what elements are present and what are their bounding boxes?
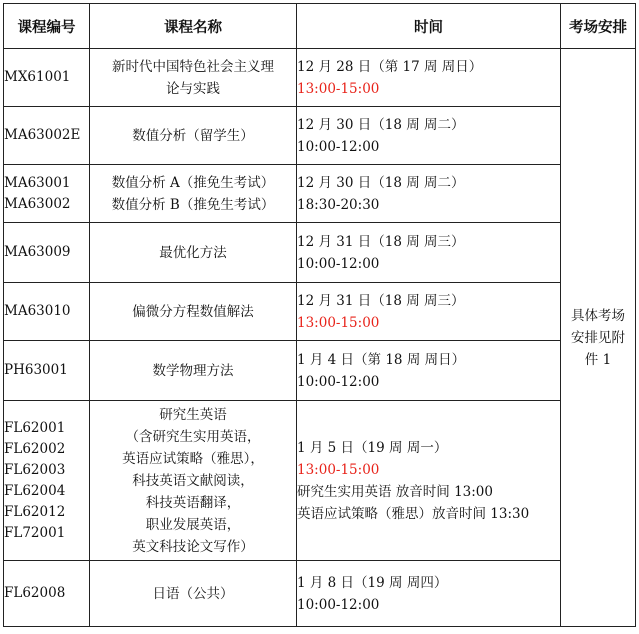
exam-arrangement-text: 具体考场 [571, 307, 625, 324]
exam-date: 1 月 5 日（19 周 周一） [297, 439, 448, 456]
course-code: FL62001 [4, 419, 66, 436]
course-name-cell [90, 107, 297, 165]
exam-time-cell [297, 107, 561, 165]
course-code-cell [4, 107, 90, 165]
exam-time: 18:30-20:30 [297, 196, 380, 213]
course-code-cell [4, 401, 90, 561]
exam-time-cell [297, 165, 561, 223]
exam-date: 12 月 30 日（18 周 周二） [297, 116, 465, 133]
exam-time: 13:00-15:00 [297, 461, 380, 478]
header-course-name: 课程名称 [90, 4, 297, 49]
course-name-cell [90, 401, 297, 561]
course-code: FL72001 [4, 524, 66, 541]
course-code-cell [4, 283, 90, 341]
course-name-cell [90, 561, 297, 627]
course-name: 英文科技论文写作） [132, 538, 254, 555]
course-name-cell [90, 283, 297, 341]
course-name: 数值分析 B（推免生考试） [111, 196, 275, 213]
course-name: （含研究生实用英语， [125, 428, 261, 445]
table-row [4, 107, 636, 165]
exam-time: 10:00-12:00 [297, 596, 380, 613]
audio-time-note: 英语应试策略（雅思）放音时间 13:30 [297, 505, 530, 522]
course-code: MA63002E [4, 127, 81, 143]
course-code-cell [4, 223, 90, 283]
course-name: 数学物理方法 [152, 362, 234, 379]
exam-date: 12 月 28 日（第 17 周 周日） [297, 58, 483, 75]
exam-time-cell [297, 223, 561, 283]
course-code: PH63001 [4, 362, 68, 378]
course-name: 日语（公共） [152, 585, 234, 602]
exam-schedule-table [3, 3, 636, 627]
course-code-cell [4, 561, 90, 627]
exam-date: 1 月 4 日（第 18 周 周日） [297, 351, 466, 368]
course-name: 新时代中国特色社会主义理 [112, 58, 274, 75]
header-time: 时间 [297, 4, 561, 49]
exam-time-cell [297, 283, 561, 341]
course-name: 科技英语翻译， [145, 494, 241, 511]
course-name: 数值分析 A（推免生考试） [111, 174, 275, 191]
course-code: MX61001 [4, 69, 71, 85]
header-course-code: 课程编号 [4, 4, 90, 49]
course-name: 英语应试策略（雅思）， [122, 450, 264, 467]
course-name-cell [90, 223, 297, 283]
exam-date: 1 月 8 日（19 周 周四） [297, 574, 448, 591]
exam-time: 10:00-12:00 [297, 373, 380, 390]
course-name: 数值分析（留学生） [132, 127, 254, 144]
course-code-cell [4, 341, 90, 401]
header-exam-arrangement: 考场安排 [561, 4, 636, 49]
exam-date: 12 月 31 日（18 周 周三） [297, 233, 465, 250]
course-code-cell [4, 49, 90, 107]
table-row [4, 341, 636, 401]
exam-time-cell [297, 341, 561, 401]
course-code: FL62012 [4, 503, 66, 520]
exam-time-cell [297, 401, 561, 561]
course-code-cell [4, 165, 90, 223]
course-code: MA63010 [4, 303, 71, 319]
table-row [4, 561, 636, 627]
course-name: 论与实践 [166, 80, 220, 97]
table-row [4, 165, 636, 223]
schedule-body [4, 49, 636, 627]
exam-time: 10:00-12:00 [297, 255, 380, 272]
exam-time-cell [297, 49, 561, 107]
course-name: 职业发展英语， [145, 516, 241, 533]
course-name: 最优化方法 [159, 244, 227, 261]
exam-arrangement-cell [561, 49, 636, 627]
course-code: FL62008 [4, 585, 66, 601]
audio-time-note: 研究生实用英语 放音时间 13:00 [297, 483, 493, 500]
course-code: MA63009 [4, 244, 71, 260]
table-row [4, 223, 636, 283]
course-code: MA63001 [4, 174, 71, 191]
course-name-cell [90, 341, 297, 401]
table-row [4, 401, 636, 561]
exam-time: 13:00-15:00 [297, 314, 380, 331]
course-name-cell [90, 49, 297, 107]
exam-time: 13:00-15:00 [297, 80, 380, 97]
exam-time-cell [297, 561, 561, 627]
course-code: FL62002 [4, 440, 66, 457]
exam-arrangement-text: 件 1 [584, 351, 612, 368]
course-name-cell [90, 165, 297, 223]
exam-date: 12 月 31 日（18 周 周三） [297, 292, 465, 309]
course-code: FL62003 [4, 461, 66, 478]
course-name: 科技英语文献阅读， [132, 472, 254, 489]
table-row [4, 283, 636, 341]
course-name: 研究生英语 [159, 406, 227, 423]
exam-date: 12 月 30 日（18 周 周二） [297, 174, 465, 191]
course-code: MA63002 [4, 195, 71, 212]
table-row [4, 49, 636, 107]
exam-arrangement-text: 安排见附 [571, 329, 625, 346]
course-code: FL62004 [4, 482, 66, 499]
exam-time: 10:00-12:00 [297, 138, 380, 155]
header-row [4, 4, 636, 49]
course-name: 偏微分方程数值解法 [132, 303, 254, 320]
